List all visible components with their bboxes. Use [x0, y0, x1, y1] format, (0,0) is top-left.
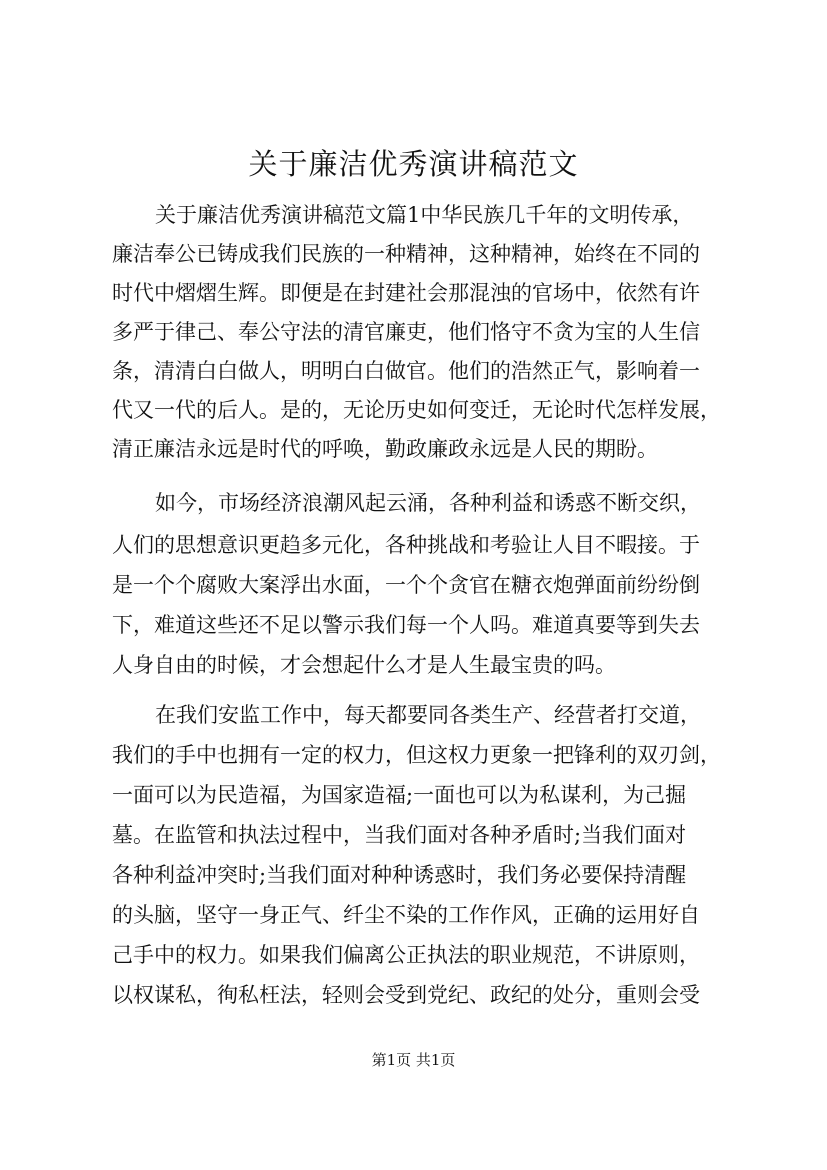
paragraph-3-line-4: 墓。在监管和执法过程中，当我们面对各种矛盾时;当我们面对 — [112, 823, 687, 847]
paragraph-3-line-8: 以权谋私，徇私枉法，轻则会受到党纪、政纪的处分，重则会受 — [112, 983, 700, 1007]
paragraph-1-line-1: 关于廉洁优秀演讲稿范文篇1中华民族几千年的文明传承， — [155, 203, 694, 227]
paragraph-1-line-2: 廉洁奉公已铸成我们民族的一种精神，这种精神，始终在不同的 — [112, 242, 700, 266]
paragraph-3-line-7: 己手中的权力。如果我们偏离公正执法的职业规范，不讲原则， — [112, 943, 700, 967]
paragraph-3-line-1: 在我们安监工作中，每天都要同各类生产、经营者打交道， — [155, 703, 701, 727]
page-title: 关于廉洁优秀演讲稿范文 — [248, 147, 579, 181]
paragraph-1-line-5: 条，清清白白做人，明明白白做官。他们的浩然正气，影响着一 — [112, 359, 700, 383]
paragraph-3-line-5: 各种利益冲突时;当我们面对种种诱惑时，我们务必要保持清醒 — [112, 863, 687, 887]
paragraph-2-line-1: 如今，市场经济浪潮风起云涌，各种利益和诱惑不断交织， — [155, 491, 701, 515]
paragraph-1-line-6: 代又一代的后人。是的，无论历史如何变迁，无论时代怎样发展， — [112, 398, 721, 422]
paragraph-2-line-3: 是一个个腐败大案浮出水面，一个个贪官在糖衣炮弹面前纷纷倒 — [112, 573, 700, 597]
paragraph-2-line-5: 人身自由的时候，才会想起什么才是人生最宝贵的吗。 — [112, 653, 616, 677]
paragraph-3-line-6: 的头脑，坚守一身正气、纤尘不染的工作作风，正确的运用好自 — [112, 903, 700, 927]
paragraph-1-line-3: 时代中熠熠生辉。即便是在封建社会那混浊的官场中，依然有许 — [112, 281, 700, 305]
paragraph-3-line-3: 一面可以为民造福，为国家造福;一面也可以为私谋利，为己掘 — [112, 783, 687, 807]
paragraph-1-line-7: 清正廉洁永远是时代的呼唤，勤政廉政永远是人民的期盼。 — [112, 437, 658, 461]
paragraph-2-line-2: 人们的思想意识更趋多元化，各种挑战和考验让人目不暇接。于 — [112, 533, 700, 557]
paragraph-1-line-4: 多严于律己、奉公守法的清官廉吏，他们恪守不贪为宝的人生信 — [112, 320, 700, 344]
page-footer: 第1页 共1页 — [371, 1051, 456, 1069]
paragraph-3-line-2: 我们的手中也拥有一定的权力，但这权力更象一把锋利的双刃剑， — [112, 743, 721, 767]
paragraph-2-line-4: 下，难道这些还不足以警示我们每一个人吗。难道真要等到失去 — [112, 613, 700, 637]
